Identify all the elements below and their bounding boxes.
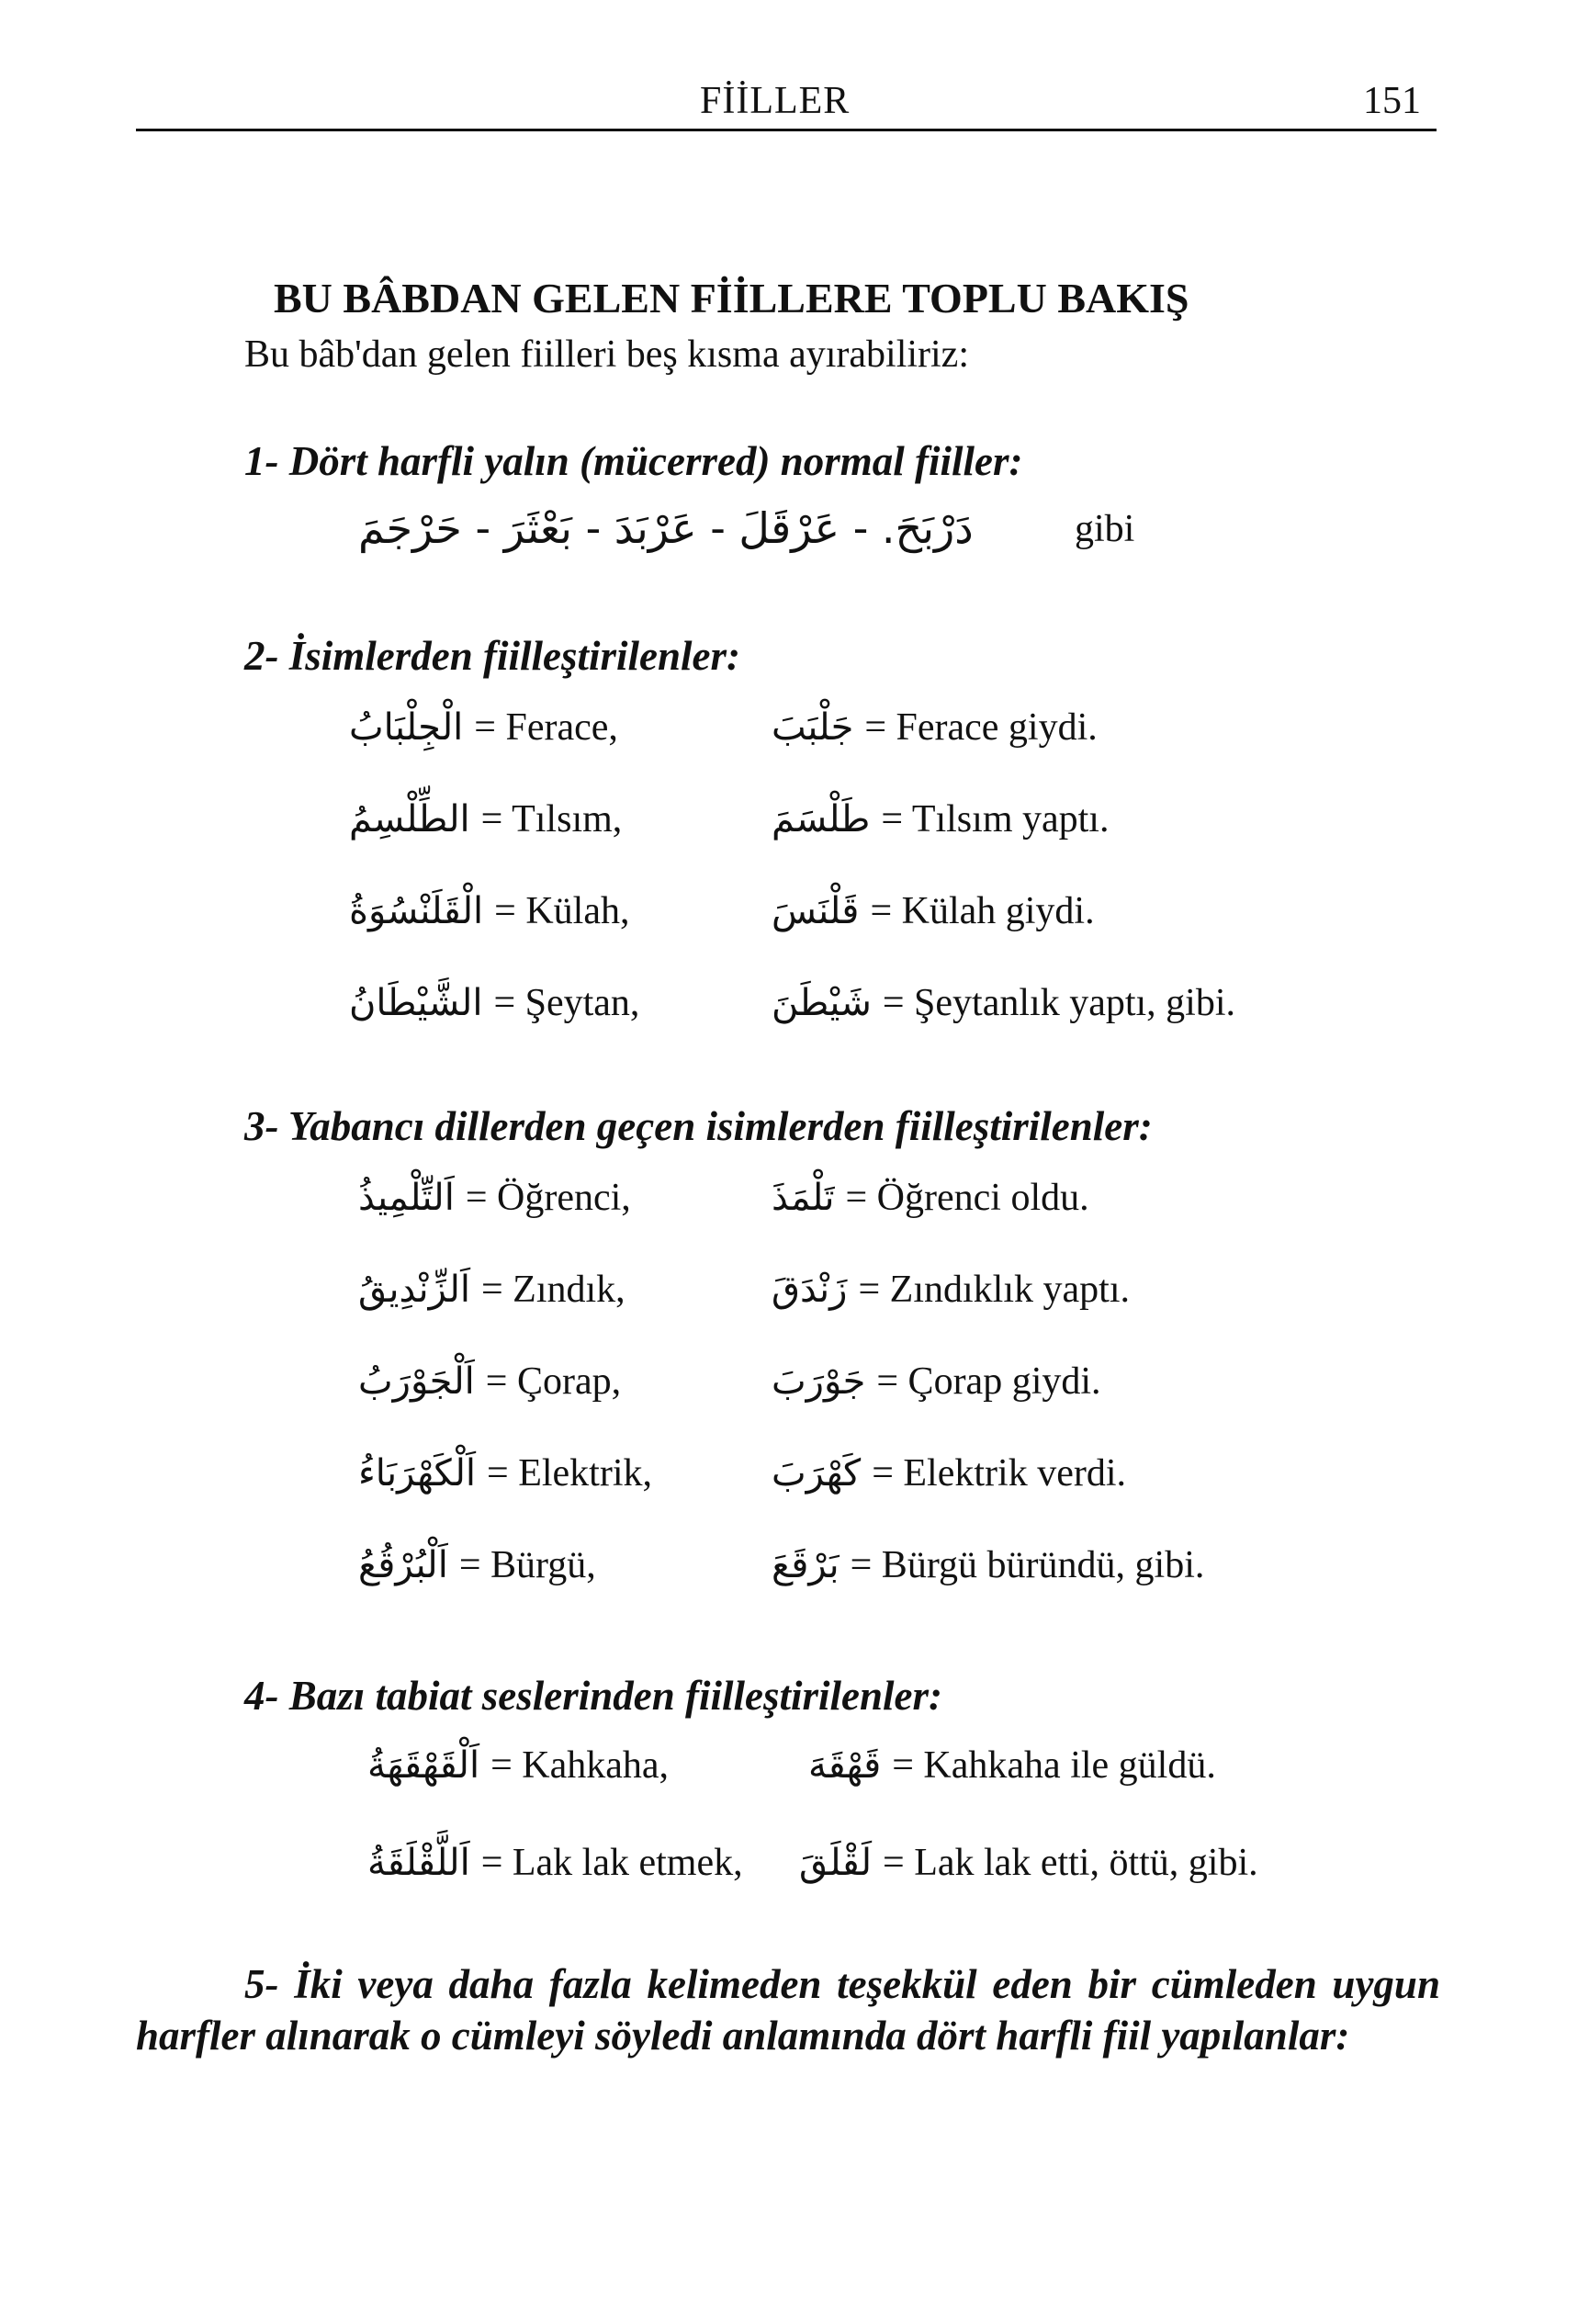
section-3-row — [772, 1359, 1101, 1404]
arabic-noun: الشَّيْطَانُ — [349, 982, 483, 1024]
running-header-title: FİİLLER — [700, 80, 851, 122]
section-3-row — [772, 1543, 1204, 1587]
section-3-row — [358, 1268, 625, 1312]
arabic-verb: بَرْقَعَ — [772, 1544, 840, 1586]
verb-translation: = Külah giydi. — [870, 890, 1095, 932]
section-2-row — [349, 797, 622, 841]
noun-translation: = Kahkaha, — [490, 1744, 670, 1787]
arabic-noun: اَلزِّنْدِيقُ — [358, 1269, 470, 1311]
section-1-title: 1- Dört harfli yalın (mücerred) normal fiiller: — [244, 438, 1023, 484]
arabic-verb: طَلْسَمَ — [772, 798, 871, 840]
noun-translation: = Öğrenci, — [465, 1177, 631, 1219]
verb-translation: = Zındıklık yaptı. — [858, 1269, 1130, 1311]
section-3-row — [772, 1451, 1126, 1495]
arabic-noun: اَلْكَهْرَبَاءُ — [358, 1452, 477, 1495]
header-rule — [136, 129, 1437, 131]
arabic-verb: جَلْبَبَ — [772, 706, 854, 749]
arabic-verb: تَلْمَذَ — [772, 1177, 835, 1219]
noun-translation: = Zındık, — [481, 1269, 625, 1311]
section-2-row — [349, 889, 629, 933]
section-4-row — [367, 1841, 743, 1885]
section-1-arabic-verbs: دَرْبَحَ. - عَرْقَلَ - عَرْبَدَ - بَعْثَرَ - حَرْجَمَ — [358, 503, 974, 553]
noun-translation: = Bürgü, — [458, 1544, 596, 1586]
section-3-row — [772, 1176, 1089, 1220]
section-2-title: 2- İsimlerden fiilleştirilenler: — [244, 633, 740, 679]
section-3-row — [358, 1543, 596, 1587]
section-3-row — [358, 1451, 652, 1495]
section-4-title: 4- Bazı tabiat seslerinden fiilleştirilenler: — [244, 1673, 943, 1719]
section-2-row — [349, 705, 618, 750]
arabic-noun: الْجِلْبَابُ — [349, 706, 464, 749]
section-2-row — [772, 797, 1109, 841]
verb-translation: = Bürgü büründü, gibi. — [850, 1544, 1205, 1586]
arabic-noun: الْقَلَنْسُوَةُ — [349, 890, 484, 932]
verb-translation: = Tılsım yaptı. — [881, 798, 1110, 840]
section-5-text: 5- İki veya daha fazla kelimeden teşekkül eden bir cümleden uygun harfler alınarak o cümleyi söyledi anlamında dört harfli fiil yapılanlar: — [136, 1961, 1440, 2059]
section-4-row — [799, 1841, 1258, 1885]
noun-translation: = Lak lak etmek, — [480, 1842, 743, 1884]
intro-text: Bu bâb'dan gelen fiilleri beş kısma ayırabiliriz: — [244, 333, 969, 376]
noun-translation: = Külah, — [494, 890, 630, 932]
verb-translation: = Çorap giydi. — [876, 1360, 1101, 1403]
section-heading: BU BÂBDAN GELEN FİİLLERE TOPLU BAKIŞ — [274, 275, 1189, 322]
arabic-verb: قَلْنَسَ — [772, 890, 860, 932]
verb-translation: = Kahkaha ile güldü. — [892, 1744, 1216, 1787]
noun-translation: = Çorap, — [485, 1360, 622, 1403]
section-2-row — [349, 981, 639, 1025]
arabic-verb: جَوْرَبَ — [772, 1360, 866, 1403]
noun-translation: = Ferace, — [474, 706, 618, 749]
noun-translation: = Şeytan, — [493, 982, 640, 1024]
arabic-noun: اَلْقَهْقَهَةُ — [367, 1744, 480, 1787]
arabic-noun: اَلْجَوْرَبُ — [358, 1360, 475, 1403]
arabic-verb: قَهْقَهَ — [808, 1744, 882, 1787]
arabic-noun: الطِّلْسِمُ — [349, 798, 470, 840]
arabic-verb: لَقْلَقَ — [799, 1842, 873, 1884]
section-4-row — [367, 1743, 669, 1788]
noun-translation: = Elektrik, — [487, 1452, 653, 1495]
section-2-row — [772, 981, 1235, 1025]
section-3-row — [358, 1176, 631, 1220]
section-2-row — [772, 705, 1098, 750]
verb-translation: = Lak lak etti, öttü, gibi. — [883, 1842, 1258, 1884]
arabic-noun: اَللَّقْلَقَةُ — [367, 1842, 470, 1884]
noun-translation: = Tılsım, — [480, 798, 623, 840]
section-1-suffix: gibi — [1075, 508, 1135, 550]
verb-translation: = Şeytanlık yaptı, gibi. — [882, 982, 1236, 1024]
verb-translation: = Ferace giydi. — [864, 706, 1098, 749]
section-3-title: 3- Yabancı dillerden geçen isimlerden fiilleştirilenler: — [244, 1103, 1153, 1149]
section-3-row — [358, 1359, 621, 1404]
verb-translation: = Elektrik verdi. — [872, 1452, 1126, 1495]
page-number: 151 — [1363, 80, 1421, 122]
arabic-verb: كَهْرَبَ — [772, 1452, 862, 1495]
arabic-noun: اَلْبُرْقُعُ — [358, 1544, 448, 1586]
verb-translation: = Öğrenci oldu. — [845, 1177, 1089, 1219]
section-3-row — [772, 1268, 1130, 1312]
section-4-row — [808, 1743, 1216, 1788]
arabic-noun: اَلتِّلْمِيذُ — [358, 1177, 455, 1219]
section-2-row — [772, 889, 1095, 933]
arabic-verb: شَيْطَنَ — [772, 982, 872, 1024]
arabic-verb: زَنْدَقَ — [772, 1269, 848, 1311]
